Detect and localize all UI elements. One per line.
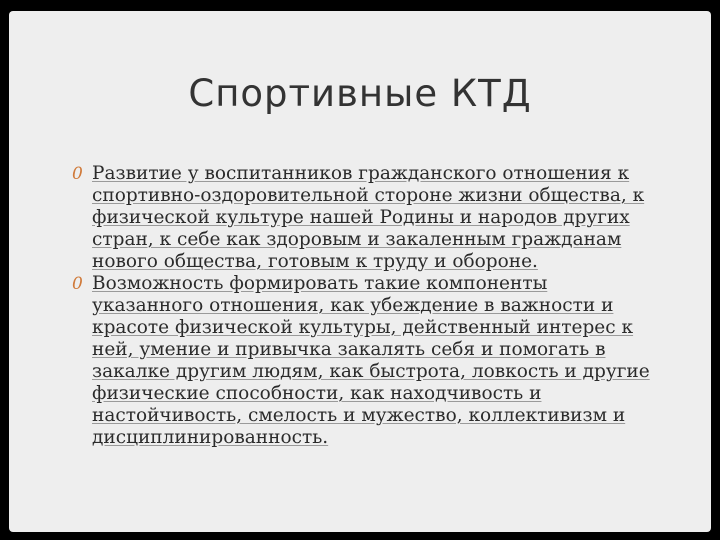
bullet-text: Возможность формировать такие компоненты указанного отношения, как убеждение в важности и красоте физической культуры, действенный интерес к ней, умение и привычка закалять себя и помогать в закалке другим людям, как быстрота, ловкость и другие физические способности, как находчивость и настойчивость, смелость и мужество, коллективизм и дисциплинированность. [92, 273, 650, 448]
bullet-list [72, 163, 662, 449]
bullet-item [72, 163, 662, 273]
bullet-item [72, 273, 662, 449]
bullet-marker: 0 [72, 274, 83, 294]
bullet-text: Развитие у воспитанников гражданского отношения к спортивно-оздоровительной стороне жизни общества, к физической культуре нашей Родины и народов других стран, к себе как здоровым и закаленным гражданам нового общества, готовым к труду и обороне. [92, 163, 645, 272]
slide-title: Спортивные КТД [188, 72, 532, 115]
bullet-marker: 0 [72, 164, 83, 184]
